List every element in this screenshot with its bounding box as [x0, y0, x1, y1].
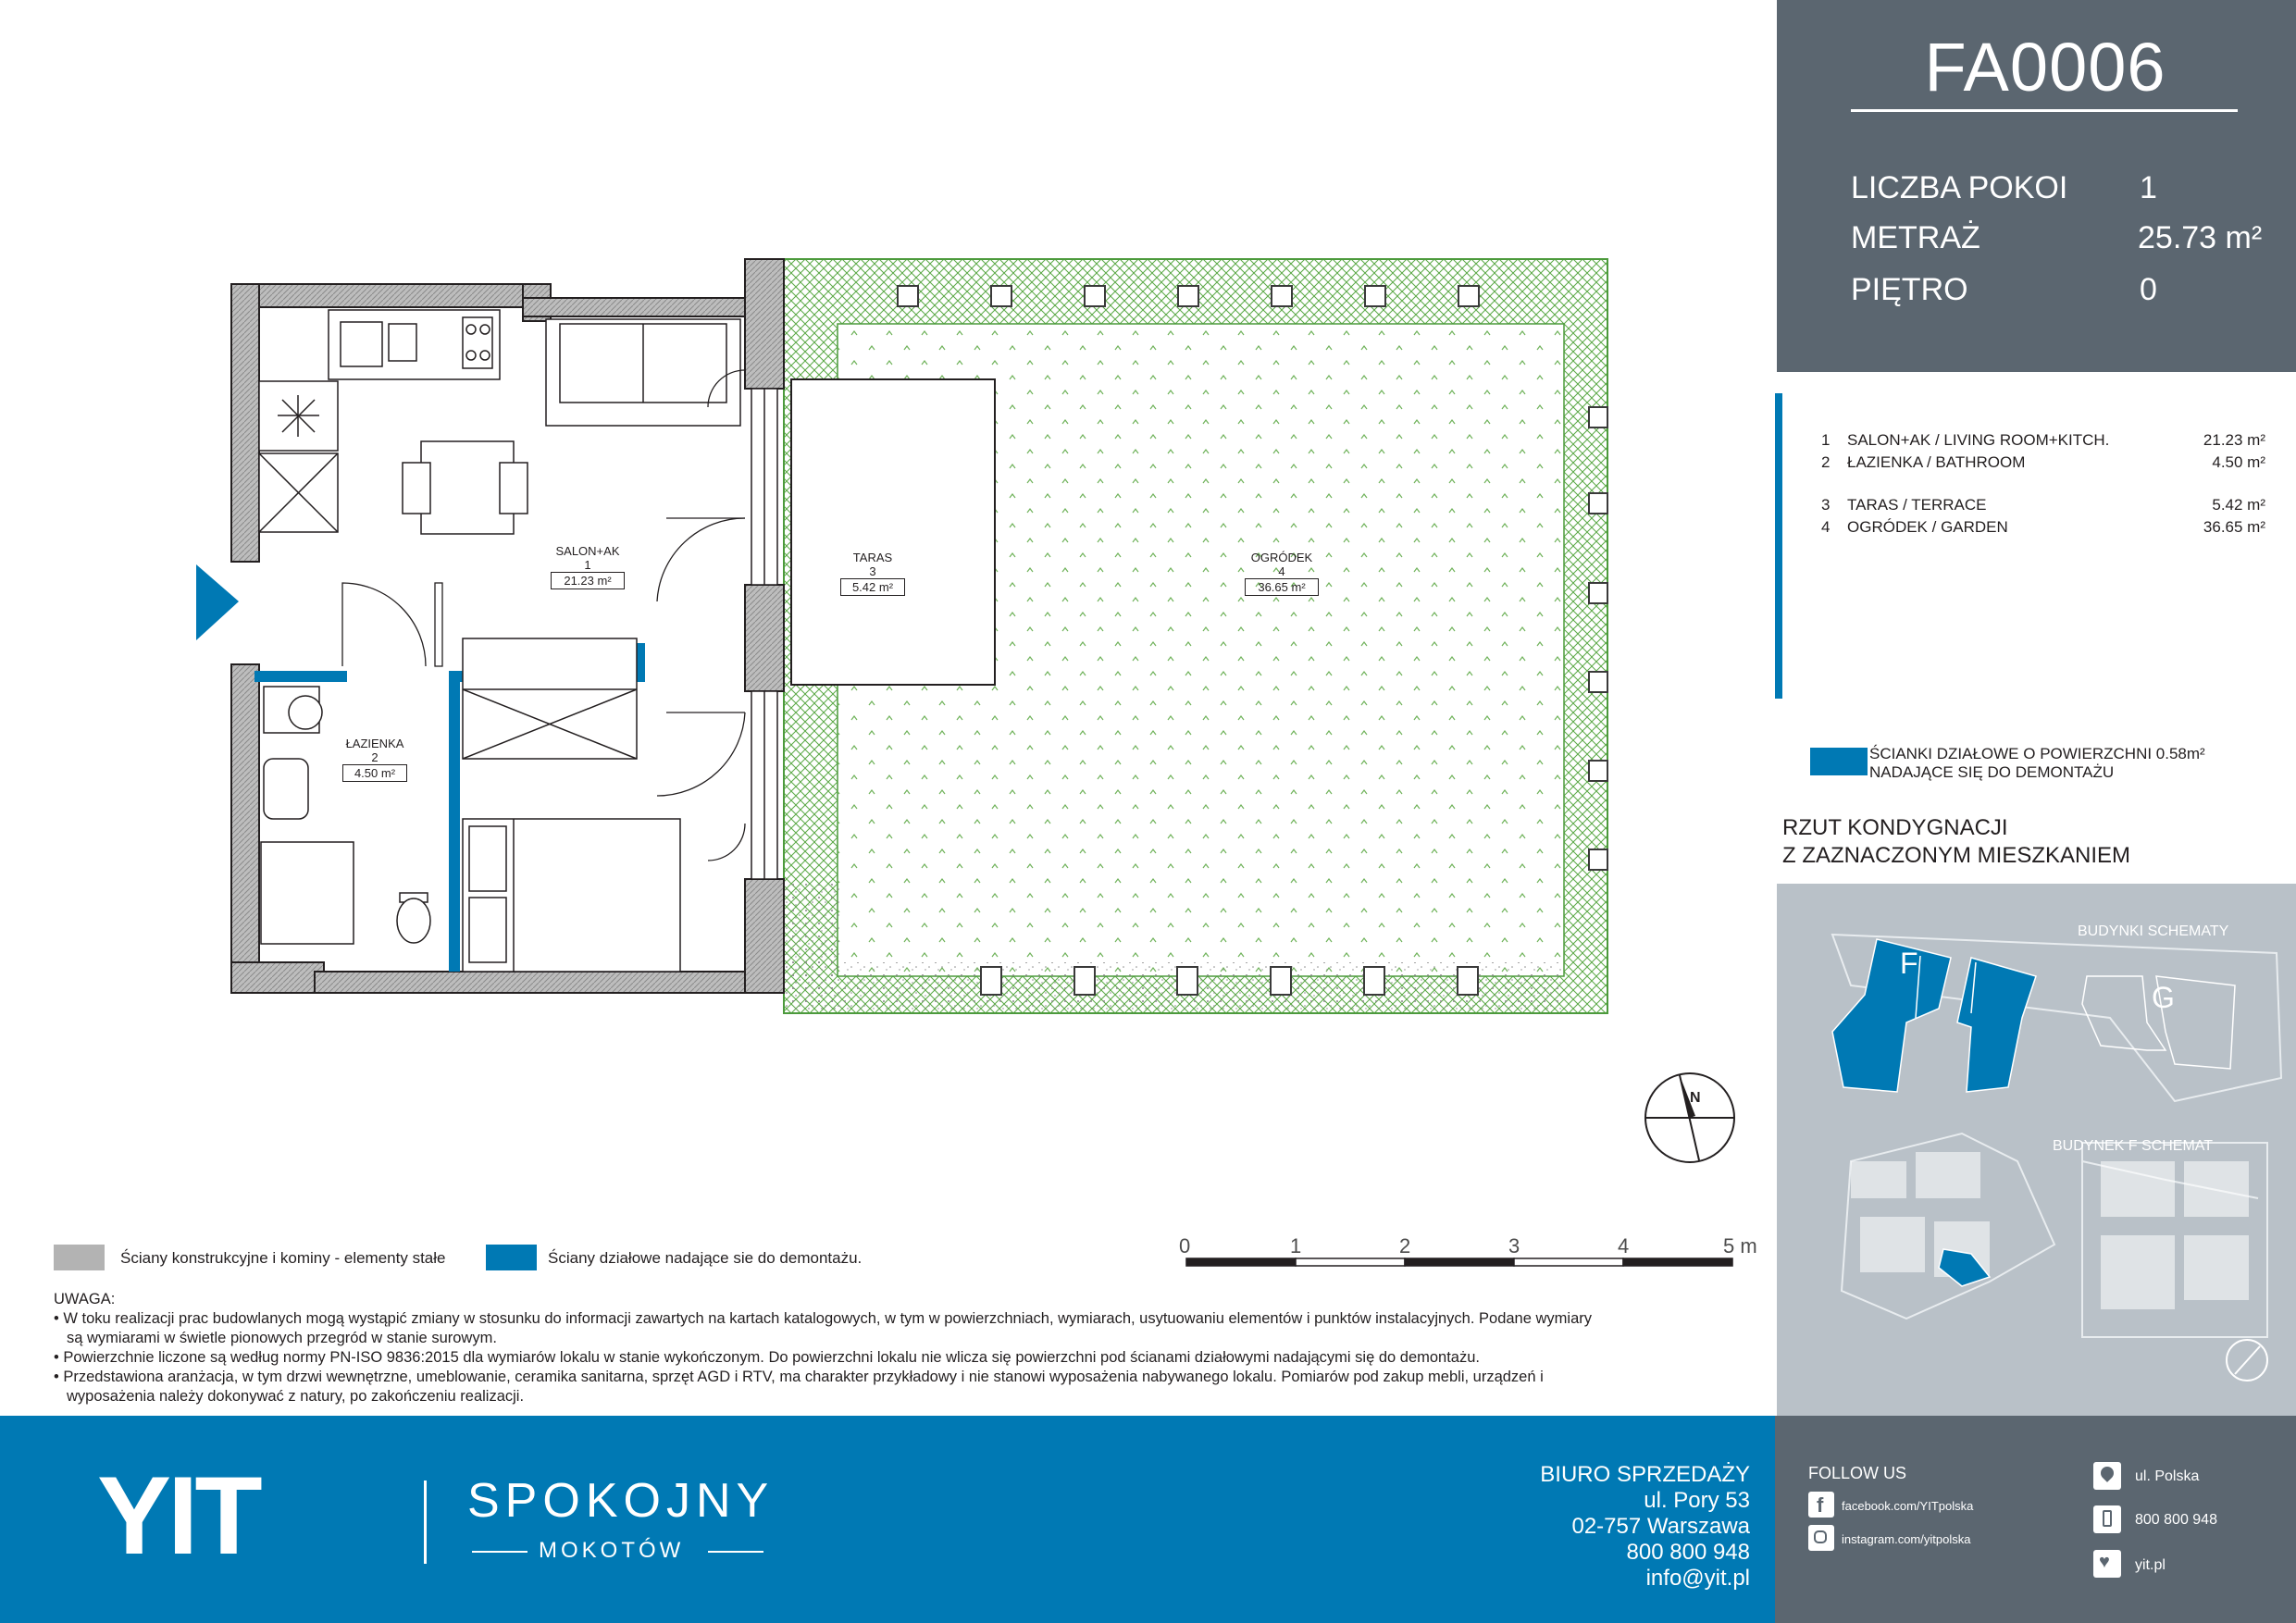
room-num: 1 [1821, 431, 1831, 449]
room-list [1821, 431, 2265, 540]
location-pin-icon [2093, 1462, 2121, 1490]
project-district: MOKOTÓW [539, 1538, 685, 1563]
sofa [546, 319, 740, 426]
area-label: METRAŻ [1851, 220, 1980, 255]
legend-demolition-swatch [486, 1245, 537, 1270]
partition-swatch [1810, 748, 1868, 775]
contact-address: ul. Polska [2135, 1468, 2200, 1484]
room-num: 2 [1821, 453, 1831, 471]
instagram-link[interactable]: instagram.com/yitpolska [1842, 1532, 1971, 1546]
note-1a: • W toku realizacji prac budowlanych mogą wystąpić zmiany w stosunku do informacji zawartych na kartach katalogowych, w tym w powierzchniach, wymiarach, usytuowaniu elementów i punktów instalacyjnych. Podane wymiary [54, 1310, 1592, 1327]
terrace-slab [791, 379, 995, 685]
bed [463, 819, 680, 972]
plan-title [1782, 814, 2130, 870]
plan-title-line2: Z ZAZNACZONYM MIESZKANIEM [1782, 843, 2131, 868]
dining-table [403, 441, 527, 534]
scale-tick-2: 2 [1399, 1234, 1411, 1258]
title-rule [1851, 109, 2238, 112]
office-street: ul. Pory 53 [1644, 1488, 1750, 1513]
contact-web[interactable]: yit.pl [2135, 1557, 2166, 1573]
legend-structural-swatch [54, 1245, 105, 1270]
note-1b: są wymiarami w świetle pionowych przegród w stanie surowym. [67, 1330, 497, 1346]
scale-tick-3: 3 [1508, 1234, 1520, 1258]
follow-us-label: FOLLOW US [1808, 1464, 1907, 1482]
room-row [1821, 518, 2265, 540]
facebook-icon[interactable]: f [1808, 1492, 1834, 1518]
scale-tick-1: 1 [1290, 1234, 1302, 1258]
room-name: OGRÓDEK / GARDEN [1847, 518, 2008, 536]
entrance-arrow [196, 564, 239, 640]
room-name: ŁAZIENKA / BATHROOM [1847, 453, 2026, 471]
north-label: N [1690, 1090, 1701, 1106]
taras-label: TARAS 3 5.42 m² [840, 551, 905, 596]
map-label-building-f: BUDYNEK F SCHEMAT [2053, 1138, 2214, 1154]
phone-icon [2093, 1505, 2121, 1533]
room-area: 5.42 m² [2212, 496, 2265, 514]
room-row [1821, 496, 2265, 518]
lazienka-label: ŁAZIENKA 2 4.50 m² [342, 737, 407, 782]
compass [1645, 1073, 1734, 1162]
project-rule-left [472, 1551, 527, 1553]
floor-value: 0 [2140, 272, 2157, 307]
ogrodek-label: OGRÓDEK 4 36.65 m² [1245, 551, 1319, 596]
room-area: 4.50 m² [2212, 453, 2265, 471]
notes-title: UWAGA: [54, 1291, 116, 1307]
facebook-link[interactable]: facebook.com/YITpolska [1842, 1499, 1974, 1513]
plan-title-line1: RZUT KONDYGNACJI [1782, 815, 2008, 840]
map-label-buildings: BUDYNKI SCHEMATY [2078, 923, 2229, 939]
room-num: 3 [1821, 496, 1831, 514]
office-title: BIURO SPRZEDAŻY [1540, 1462, 1750, 1487]
note-2: • Powierzchnie liczone są według normy PN-ISO 9836:2015 dla wymiarów lokalu w stanie wykończonym. Do powierzchni lokalu nie wlicza się powierzchni pod ścianami działowymi nadającymi się do demontażu. [54, 1349, 1480, 1366]
map-label-f: F [1900, 947, 1918, 980]
contact-phone[interactable]: 800 800 948 [2135, 1512, 2217, 1528]
room-row [1821, 431, 2265, 453]
room-area: 21.23 m² [2203, 431, 2265, 449]
partition-note: ŚCIANKI DZIAŁOWE O POWIERZCHNI 0.58m² NADAJĄCE SIĘ DO DEMONTAŻU [1869, 745, 2205, 781]
scale-tick-4: 4 [1618, 1234, 1630, 1258]
bathroom-fixtures [261, 687, 430, 944]
note-3b: wyposażenia należy dokonywać z natury, po zakończeniu realizacji. [67, 1388, 525, 1405]
yit-logo: YIT [97, 1454, 259, 1578]
wardrobe [463, 638, 637, 759]
office-city: 02-757 Warszawa [1571, 1514, 1750, 1539]
map-label-g: G [2152, 981, 2175, 1014]
office-email[interactable]: info@yit.pl [1645, 1566, 1750, 1591]
legend-structural-label: Ściany konstrukcyjne i kominy - elementy stałe [120, 1249, 446, 1267]
site-map [1777, 884, 2296, 1416]
scale-bar [1186, 1258, 1732, 1266]
footer-side-panel [1775, 1416, 2296, 1623]
scale-tick-5: 5 m [1723, 1234, 1757, 1258]
area-value: 25.73 m² [2138, 220, 2263, 255]
salon-label: SALON+AK 1 21.23 m² [551, 544, 625, 589]
office-phone[interactable]: 800 800 948 [1626, 1540, 1750, 1565]
room-list-accent-bar [1775, 393, 1782, 699]
room-area: 36.65 m² [2203, 518, 2265, 536]
room-name: TARAS / TERRACE [1847, 496, 1987, 514]
apartment-code: FA0006 [1924, 29, 2166, 105]
rooms-label: LICZBA POKOI [1851, 170, 2068, 205]
instagram-icon[interactable] [1808, 1525, 1834, 1551]
heart-icon: ♥ [2093, 1550, 2121, 1578]
floor-label: PIĘTRO [1851, 272, 1968, 307]
project-rule-right [708, 1551, 763, 1553]
room-name: SALON+AK / LIVING ROOM+KITCH. [1847, 431, 2110, 449]
doors [342, 370, 745, 861]
scale-tick-0: 0 [1179, 1234, 1191, 1258]
footer-bar [0, 1416, 1775, 1623]
project-name: SPOKOJNY [467, 1474, 775, 1528]
note-3a: • Przedstawiona aranżacja, w tym drzwi wewnętrzne, umeblowanie, ceramika sanitarna, sprzęt AGD i RTV, ma charakter przykładowy i nie stanowi wyposażenia nabywanego lokalu. Pomiarów pod zakup mebli, urządzeń i [54, 1369, 1544, 1385]
rooms-value: 1 [2140, 170, 2157, 205]
sales-office [1540, 1462, 1750, 1592]
notes-block [54, 1290, 1756, 1406]
building-f-highlight [1832, 939, 2036, 1092]
room-num: 4 [1821, 518, 1831, 536]
room-row [1821, 453, 2265, 496]
legend-demolition-label: Ściany działowe nadające sie do demontażu. [548, 1249, 863, 1267]
logo-divider [424, 1481, 427, 1564]
